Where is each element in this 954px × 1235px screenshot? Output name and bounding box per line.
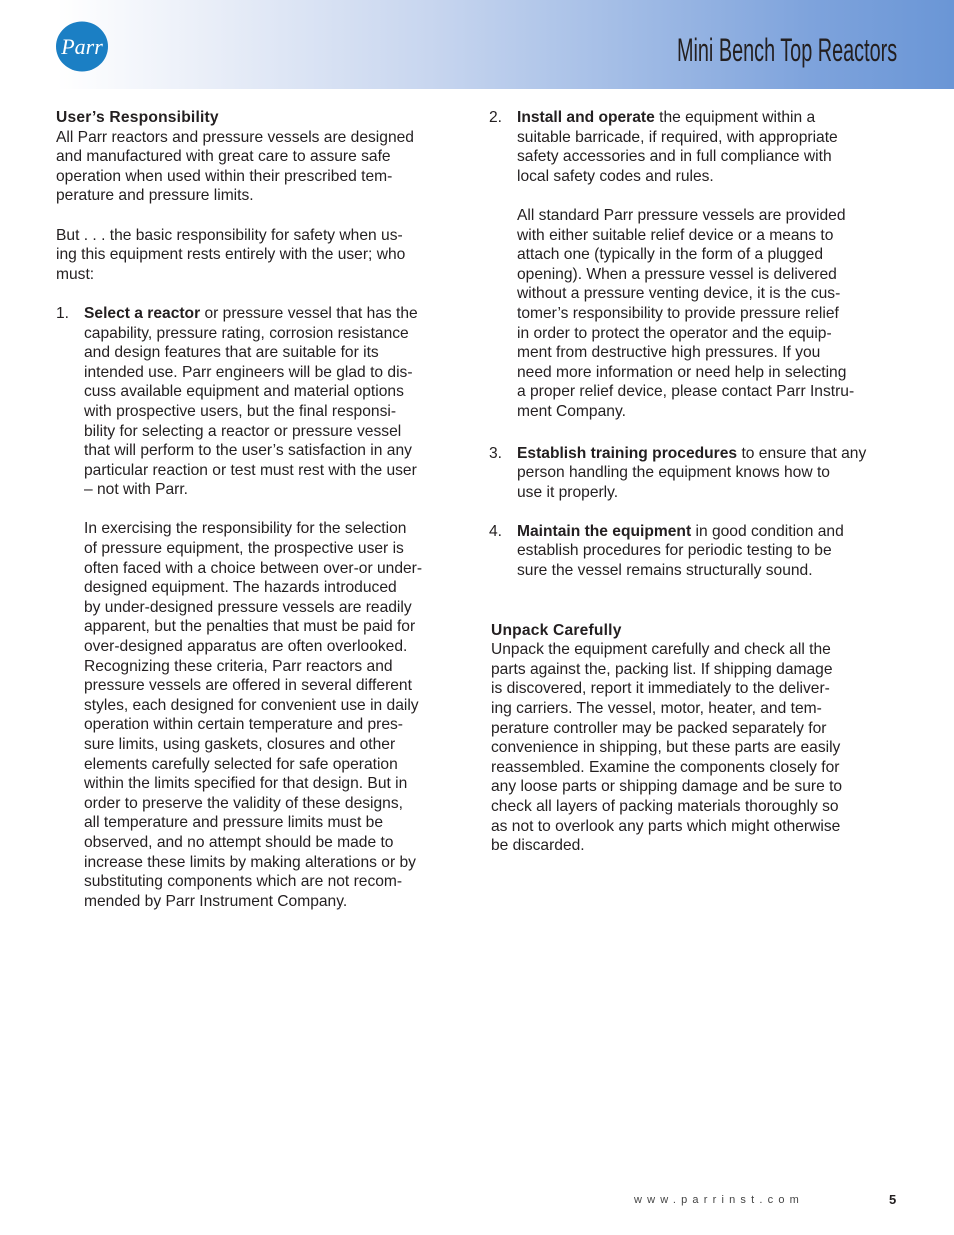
text-line: any loose parts or shipping damage and be sure to xyxy=(491,778,843,796)
text-line: designed equipment. The hazards introduced xyxy=(84,579,397,597)
text-line: over-designed apparatus are often overlooked. xyxy=(84,638,408,656)
text-line: ment from destructive high pressures. If you xyxy=(517,344,821,362)
left-column xyxy=(56,108,466,911)
text-line: with either suitable relief device or a means to xyxy=(517,226,834,244)
text-line: safety accessories and in full compliance with xyxy=(517,148,832,166)
list-item-training-procedures xyxy=(489,444,901,503)
text-line: tomer’s responsibility to provide pressure relief xyxy=(517,304,839,322)
text-line: parts against the, packing list. If shipping damage xyxy=(491,660,833,678)
text-line: ment Company. xyxy=(517,402,626,420)
text-line: by under-designed pressure vessels are readily xyxy=(84,598,412,616)
text-line: with prospective users, but the final responsi- xyxy=(84,402,397,420)
text-line: a proper relief device, please contact Parr Instru- xyxy=(517,383,855,401)
text-line: bility for selecting a reactor or pressure vessel xyxy=(84,422,402,440)
text-line: in good condition and xyxy=(691,522,844,540)
list-number: 2. xyxy=(489,109,503,126)
text-line: particular reaction or test must rest with the user xyxy=(84,461,417,479)
list-item-title: Select a reactor xyxy=(84,304,201,322)
text-line: local safety codes and rules. xyxy=(517,167,714,185)
list-number: 3. xyxy=(489,444,503,462)
text-line: within the limits specified for that design. But in xyxy=(84,775,408,793)
text-line: apparent, but the penalties that must be paid for xyxy=(84,618,416,636)
text-line: order to preserve the validity of these designs, xyxy=(84,794,403,812)
text-line: and design features that are suitable for its xyxy=(84,344,379,362)
text-line: ing this equipment rests entirely with the user; who xyxy=(56,246,406,264)
text-line: often faced with a choice between over-or under- xyxy=(84,559,423,577)
text-line: in order to protect the operator and the equip- xyxy=(517,324,832,342)
text-line: But . . . the basic responsibility for safety when us- xyxy=(56,226,403,244)
list-number: 1. xyxy=(56,304,70,322)
text-line: or pressure vessel that has the xyxy=(200,304,418,322)
text-line: that will perform to the user’s satisfaction in any xyxy=(84,442,412,460)
page-title: Mini Bench Top Reactors xyxy=(676,32,897,68)
text-line: substituting components which are not recom- xyxy=(84,873,403,891)
text-line: styles, each designed for convenient use in daily xyxy=(84,696,419,714)
page-header xyxy=(0,0,954,89)
section-heading-users-responsibility: User’s Responsibility xyxy=(56,109,219,126)
text-line: All standard Parr pressure vessels are provided xyxy=(517,206,846,224)
text-line: is discovered, report it immediately to the deliver- xyxy=(491,680,830,698)
text-line: opening). When a pressure vessel is delivered xyxy=(517,265,837,283)
list-item-select-reactor xyxy=(56,304,466,911)
list-item-title: Maintain the equipment xyxy=(517,522,692,540)
text-line: attach one (typically in the form of a plugged xyxy=(517,246,823,264)
text-line: perature and pressure limits. xyxy=(56,187,254,205)
text-line: of pressure equipment, the prospective user is xyxy=(84,540,404,558)
text-line: elements carefully selected for safe operation xyxy=(84,755,398,773)
text-line: mended by Parr Instrument Company. xyxy=(84,892,348,910)
text-line: reassembled. Examine the components closely for xyxy=(491,758,840,776)
list-item-title: Establish training procedures xyxy=(517,444,738,462)
text-line: cuss available equipment and material options xyxy=(84,383,404,401)
text-line: without a pressure venting device, it is the cus- xyxy=(517,285,841,303)
text-line: convenience in shipping, but these parts are easily xyxy=(491,739,841,757)
text-line: increase these limits by making alterations or by xyxy=(84,853,416,871)
text-line: be discarded. xyxy=(491,837,585,855)
text-line: In exercising the responsibility for the selection xyxy=(84,520,407,538)
text-line: need more information or need help in selecting xyxy=(517,363,847,381)
text-line: Unpack the equipment carefully and check all the xyxy=(491,641,831,659)
responsibility-paragraph xyxy=(56,226,466,285)
parr-logo-icon xyxy=(55,21,109,72)
list-item-title: Install and operate xyxy=(517,109,655,126)
text-line: must: xyxy=(56,265,95,283)
text-line: check all layers of packing materials thoroughly so xyxy=(491,798,839,815)
text-line: sure limits, using gaskets, closures and other xyxy=(84,736,396,753)
text-line: observed, and no attempt should be made to xyxy=(84,833,394,851)
text-line: suitable barricade, if required, with appropriate xyxy=(517,128,838,146)
list-item-maintain-equipment xyxy=(489,522,901,581)
logo-text: Parr xyxy=(61,34,103,59)
text-line: ing carriers. The vessel, motor, heater, and tem- xyxy=(491,700,822,718)
text-line: Recognizing these criteria, Parr reactors and xyxy=(84,657,393,675)
intro-paragraph xyxy=(56,128,466,206)
text-line: intended use. Parr engineers will be glad to dis- xyxy=(84,363,413,381)
text-line: to ensure that any xyxy=(737,444,867,462)
text-line: and manufactured with great care to assure safe xyxy=(56,148,391,166)
list-item-install-operate xyxy=(489,108,901,422)
page-number: 5 xyxy=(889,1192,897,1207)
right-column xyxy=(491,108,901,856)
text-line: all temperature and pressure limits must be xyxy=(84,814,384,832)
text-line: capability, pressure rating, corrosion resistance xyxy=(84,324,409,342)
text-line: – not with Parr. xyxy=(84,481,189,499)
footer-website-url: www.parrinst.com xyxy=(634,1194,804,1206)
text-line: All Parr reactors and pressure vessels are designed xyxy=(56,128,414,146)
text-line: perature controller may be packed separately for xyxy=(491,719,827,737)
list-number: 4. xyxy=(489,522,503,540)
text-line: as not to overlook any parts which might otherwise xyxy=(491,817,841,835)
text-line: sure the vessel remains structurally sound. xyxy=(517,562,813,580)
unpack-paragraph xyxy=(491,640,901,856)
section-heading-unpack-carefully: Unpack Carefully xyxy=(491,621,622,639)
text-line: person handling the equipment knows how to xyxy=(517,464,830,482)
text-line: operation when used within their prescribed tem- xyxy=(56,167,393,185)
text-line: use it properly. xyxy=(517,483,619,501)
text-line: operation within certain temperature and pres- xyxy=(84,716,403,734)
text-line: pressure vessels are offered in several different xyxy=(84,677,412,695)
text-line: the equipment within a xyxy=(654,109,816,126)
text-line: establish procedures for periodic testing to be xyxy=(517,542,832,560)
